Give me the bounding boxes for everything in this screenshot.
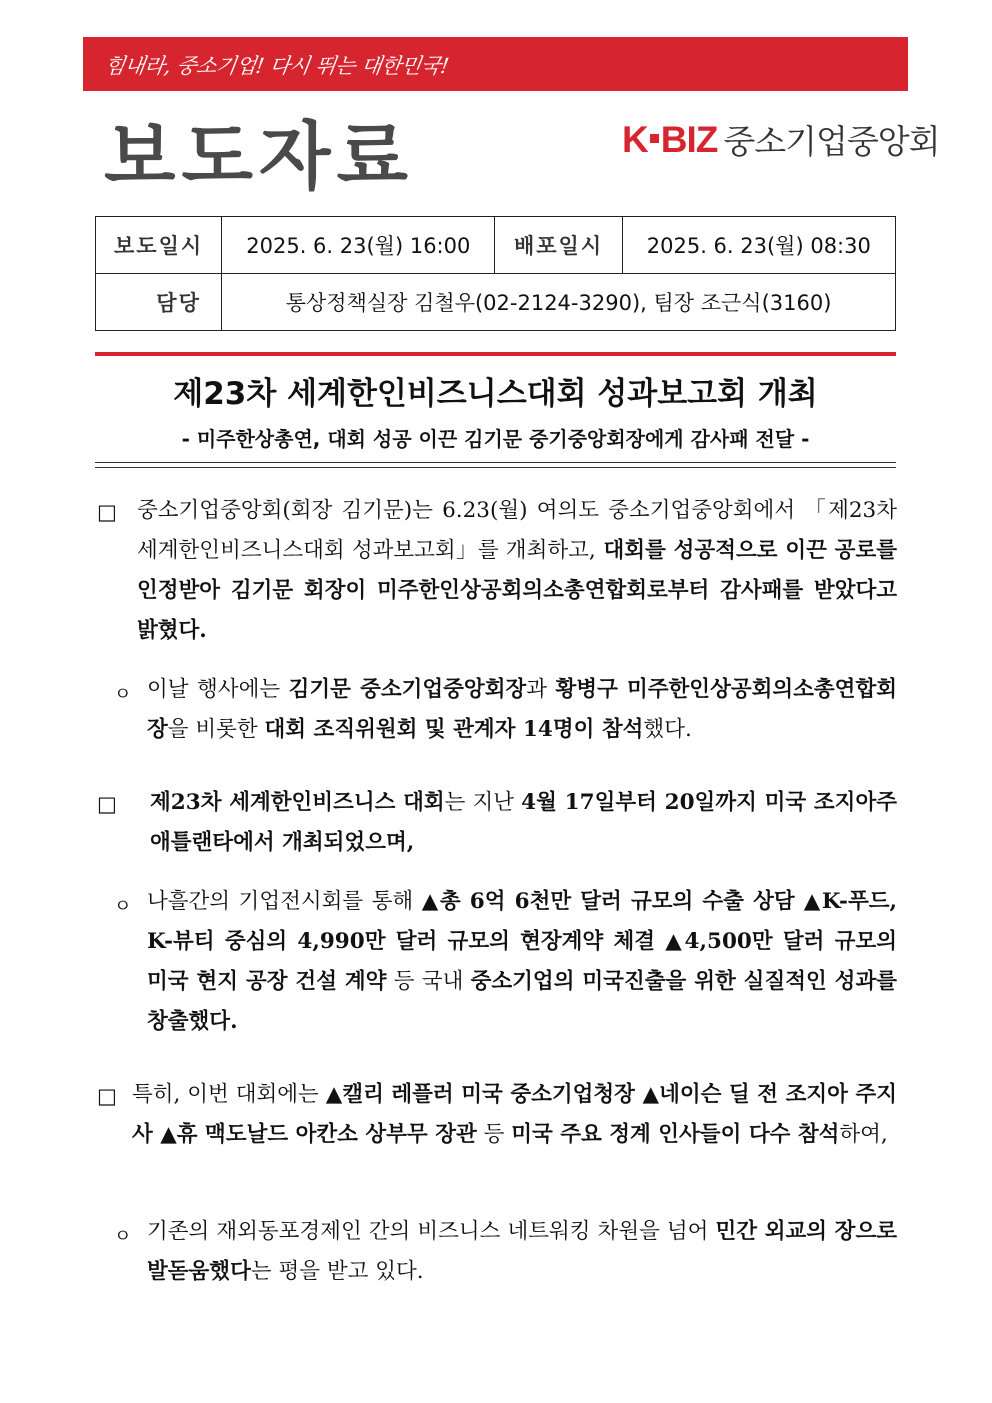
paragraph-2: [150, 783, 897, 863]
release-date-value: 2025. 6. 23(월) 16:00: [222, 217, 495, 274]
p1s-g: 했다.: [643, 717, 692, 742]
p2-a: 제23차 세계한인비즈니스 대회: [150, 790, 445, 815]
paragraph-3-sub: [147, 1212, 897, 1292]
kbiz-logo-mark: K BIZ: [622, 118, 718, 160]
p2-c: 4월 17일부터 20일까지 미국 조지아주 애틀랜타에서 개최되었으며,: [150, 790, 897, 855]
distribution-date-value: 2025. 6. 23(월) 08:30: [622, 217, 895, 274]
slogan-banner: [83, 37, 908, 91]
p1s-b: 김기문 중소기업중앙회장: [288, 677, 527, 702]
kbiz-logo-name: 중소기업중앙회: [723, 122, 940, 161]
p2s-c: 등 국내: [386, 969, 471, 994]
p2s-a: 나흘간의 기업전시회를 통해: [147, 889, 422, 914]
logo-dot-icon: [650, 134, 659, 143]
p3-b: ▲캘리 레플러 미국 중소기업청장 ▲네이슨 딜 전 조지아 주지사 ▲휴 맥도날드 아칸소 상부무 장관: [132, 1082, 898, 1147]
p2s-b: ▲총 6억 6천만 달러 규모의 수출 상담 ▲K-푸드, K-뷰티 중심의 4,990만 달러 규모의 현장계약 체결 ▲4,500만 달러 규모의 미국 현지 공장 건설 계약: [147, 889, 897, 994]
slogan-text: 힘내라, 중소기업! 다시 뛰는 대한민국!: [103, 54, 451, 78]
press-release-title: 보도자료: [104, 114, 414, 200]
paragraph-1-sub: [147, 670, 897, 750]
p1s-e: 을 비롯한: [167, 717, 265, 742]
red-divider: [95, 352, 896, 356]
p1s-a: 이날 행사에는: [147, 677, 289, 702]
double-divider-bottom: [95, 467, 896, 468]
p2s-d: 중소기업의 미국진출을 위한 실질적인 성과를 창출했다.: [147, 969, 897, 1034]
p3s-b: 민간 외교의 장으로 발돋움했다: [147, 1219, 897, 1284]
release-date-label: 보도일시: [96, 217, 222, 274]
circle-bullet-icon: ㅇ: [114, 1226, 132, 1247]
box-bullet-icon: □: [97, 1084, 117, 1108]
paragraph-1: [137, 491, 897, 651]
p3-d: 미국 주요 정계 인사들이 다수 참석: [511, 1122, 840, 1147]
table-row: [96, 274, 896, 331]
box-bullet-icon: □: [97, 500, 117, 524]
box-bullet-icon: □: [97, 792, 117, 816]
distribution-date-label: 배포일시: [495, 217, 622, 274]
p1s-f: 대회 조직위원회 및 관계자 14명이 참석: [264, 717, 644, 742]
p1-part-b: 대회를 성공적으로 이끈 공로를 인정받아 김기문 회장이 미주한인상공회의소총연합회로부터 감사패를 받았다고 밝혔다.: [137, 538, 897, 643]
p3-e: 하여,: [839, 1122, 888, 1147]
p1s-c: 과: [526, 677, 556, 702]
headline: 제23차 세계한인비즈니스대회 성과보고회 개최: [173, 376, 818, 412]
paragraph-2-sub: [147, 882, 897, 1042]
release-info-table: [95, 216, 896, 331]
p3-c: 등: [476, 1122, 512, 1147]
p1-part-a: 중소기업중앙회(회장 김기문)는 6.23(월) 여의도 중소기업중앙회에서 「제23차 세계한인비즈니스대회 성과보고회」를 개최하고,: [137, 498, 897, 563]
p3s-c: 는 평을 받고 있다.: [250, 1259, 424, 1284]
p3s-a: 기존의 재외동포경제인 간의 비즈니스 네트워킹 차원을 넘어: [147, 1219, 716, 1244]
p1s-d: 황병구 미주한인상공회의소총연합회장: [147, 677, 897, 742]
double-divider-top: [95, 462, 896, 463]
subheadline: - 미주한상총연, 대회 성공 이끈 김기문 중기중앙회장에게 감사패 전달 -: [181, 427, 810, 451]
kbiz-logo: [622, 116, 940, 163]
p3-a: 특히, 이번 대회에는: [132, 1082, 326, 1107]
circle-bullet-icon: ㅇ: [114, 684, 132, 705]
circle-bullet-icon: ㅇ: [114, 896, 132, 917]
contact-label: 담당: [96, 274, 222, 331]
p2-b: 는 지난: [444, 790, 522, 815]
contact-value: 통상정책실장 김철우(02-2124-3290), 팀장 조근식(3160): [222, 274, 896, 331]
paragraph-3: [132, 1075, 897, 1155]
table-row: [96, 217, 896, 274]
